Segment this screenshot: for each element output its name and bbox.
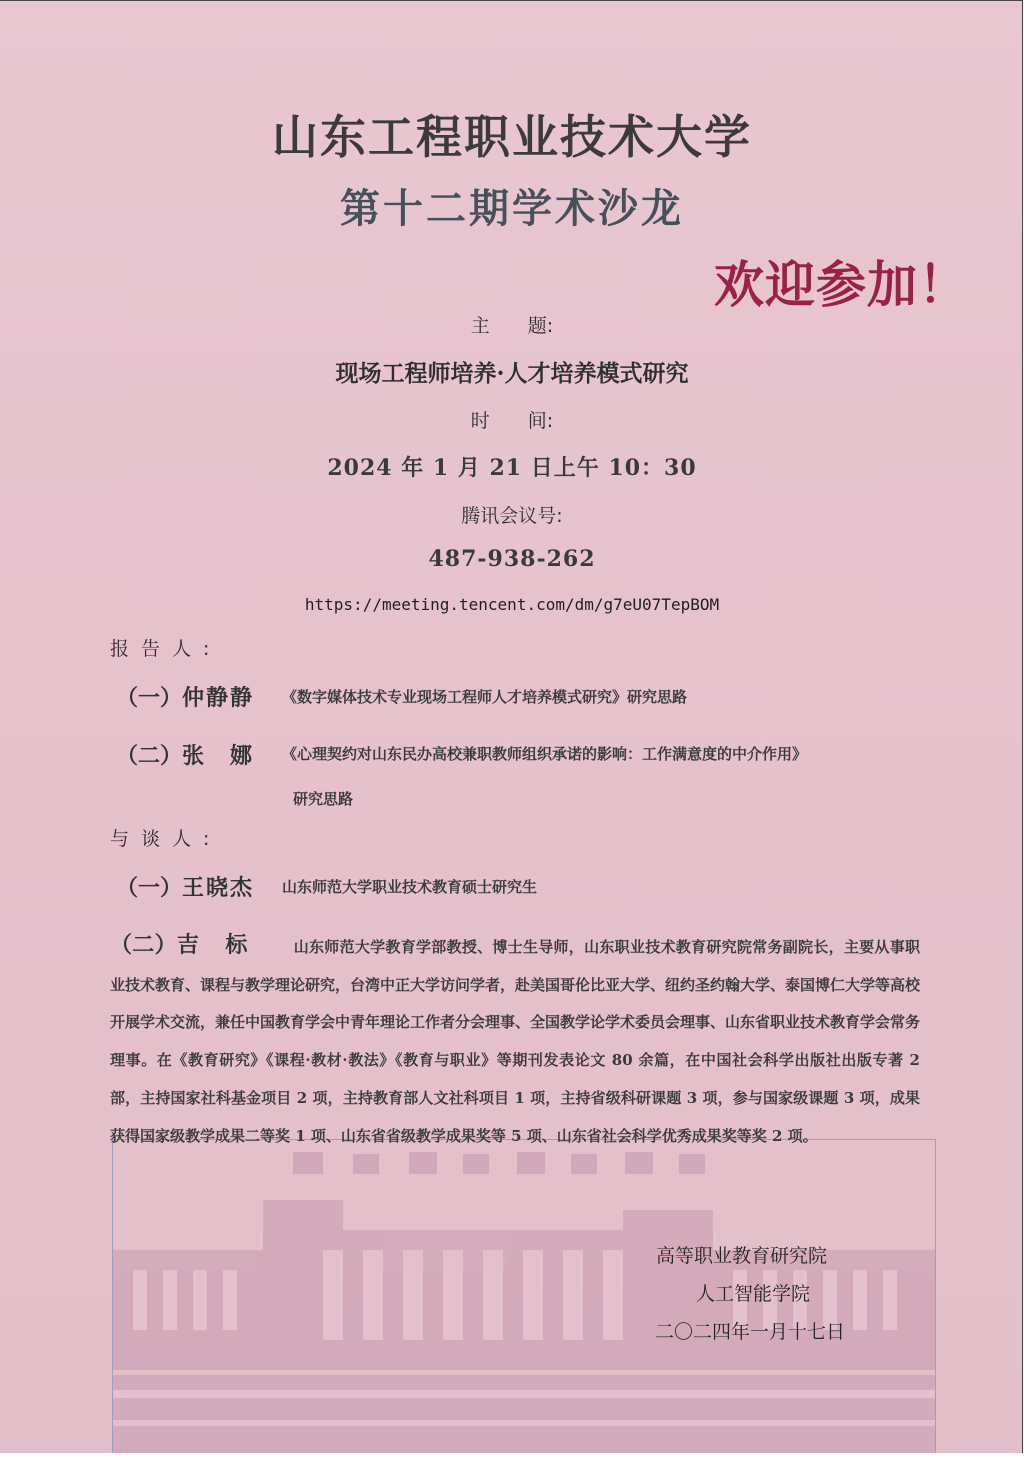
- topic-value: 现场工程师培养·人才培养模式研究: [335, 360, 689, 387]
- meeting-label: 腾讯会议号:: [461, 505, 563, 527]
- reporter-1-topic: 《数字媒体技术专业现场工程师人才培养模式研究》研究思路: [282, 688, 688, 706]
- signature-date: 二〇二四年一月十七日: [655, 1321, 846, 1343]
- topic-label: 主 题:: [470, 315, 554, 337]
- time-value: 2024 年 1 月 21 日上午 10：30: [327, 455, 697, 481]
- reporter-2-index: （二）: [116, 743, 183, 769]
- reporter-1: [116, 681, 254, 712]
- discussant-1: [116, 871, 254, 902]
- university-title: 山东工程职业技术大学: [272, 110, 752, 164]
- discussant-1-index: （一）: [116, 875, 183, 901]
- time-label: 时 间:: [470, 410, 554, 432]
- reporter-2-topic: 《心理契约对山东民办高校兼职教师组织承诺的影响：工作满意度的中介作用》: [282, 745, 808, 763]
- signature-org-1: 高等职业教育研究院: [656, 1245, 828, 1267]
- discussant-2-desc: 山东师范大学教育学部教授、博士生导师，山东职业技术教育研究院常务副院长，主要从事职业技术教育、课程与教学理论研究，台湾中正大学访问学者，赴美国哥伦比亚大学、纽约圣约翰大学、泰国博仁大学等高校开展学术交流，兼任中国教育学会中青年理论工作者分会理事、全国教学论学术委员会理事、山东省职业技术教育学会常务理事。在《教育研究》《课程·教材·教法》《教育与职业》等期刊发表论文 80 余篇，在中国社会科学出版社出版专著 2 部，主持国家社科基金项目 2 项，主持教育部人文社科项目 1 项，主持省级科研课题 3 项，参与国家级课题 3 项，成果获得国家级教学成果二等奖 1 项、山东省省级教学成果奖等 5 项、山东省社会科学优秀成果奖等奖 2 项。: [110, 938, 921, 1145]
- reporter-2: [116, 739, 254, 770]
- discussant-1-name: 王晓杰: [182, 875, 255, 901]
- discussant-2-name: 吉 标: [176, 932, 250, 958]
- reporter-1-index: （一）: [116, 685, 183, 711]
- campus-watermark-frame: [112, 1139, 936, 1453]
- reporters-label: 报告人:: [110, 638, 222, 660]
- discussant-2-index: （二）: [110, 932, 177, 958]
- reporter-2-topic-cont: 研究思路: [293, 790, 354, 808]
- campus-building-sketch-icon: [113, 1140, 935, 1453]
- meeting-id: 487-938-262: [428, 546, 596, 572]
- reporter-2-name: 张 娜: [182, 743, 255, 769]
- reporter-1-name: 仲静静: [182, 685, 255, 711]
- salon-title: 第十二期学术沙龙: [340, 185, 684, 232]
- welcome-banner: 欢迎参加！: [714, 256, 969, 314]
- discussant-1-desc: 山东师范大学职业技术教育硕士研究生: [282, 878, 538, 896]
- discussants-label: 与谈人:: [110, 828, 222, 850]
- discussant-2-bio: [110, 927, 920, 1155]
- signature-org-2: 人工智能学院: [696, 1283, 811, 1305]
- meeting-link[interactable]: https://meeting.tencent.com/dm/g7eU07TepBOM: [304, 595, 720, 614]
